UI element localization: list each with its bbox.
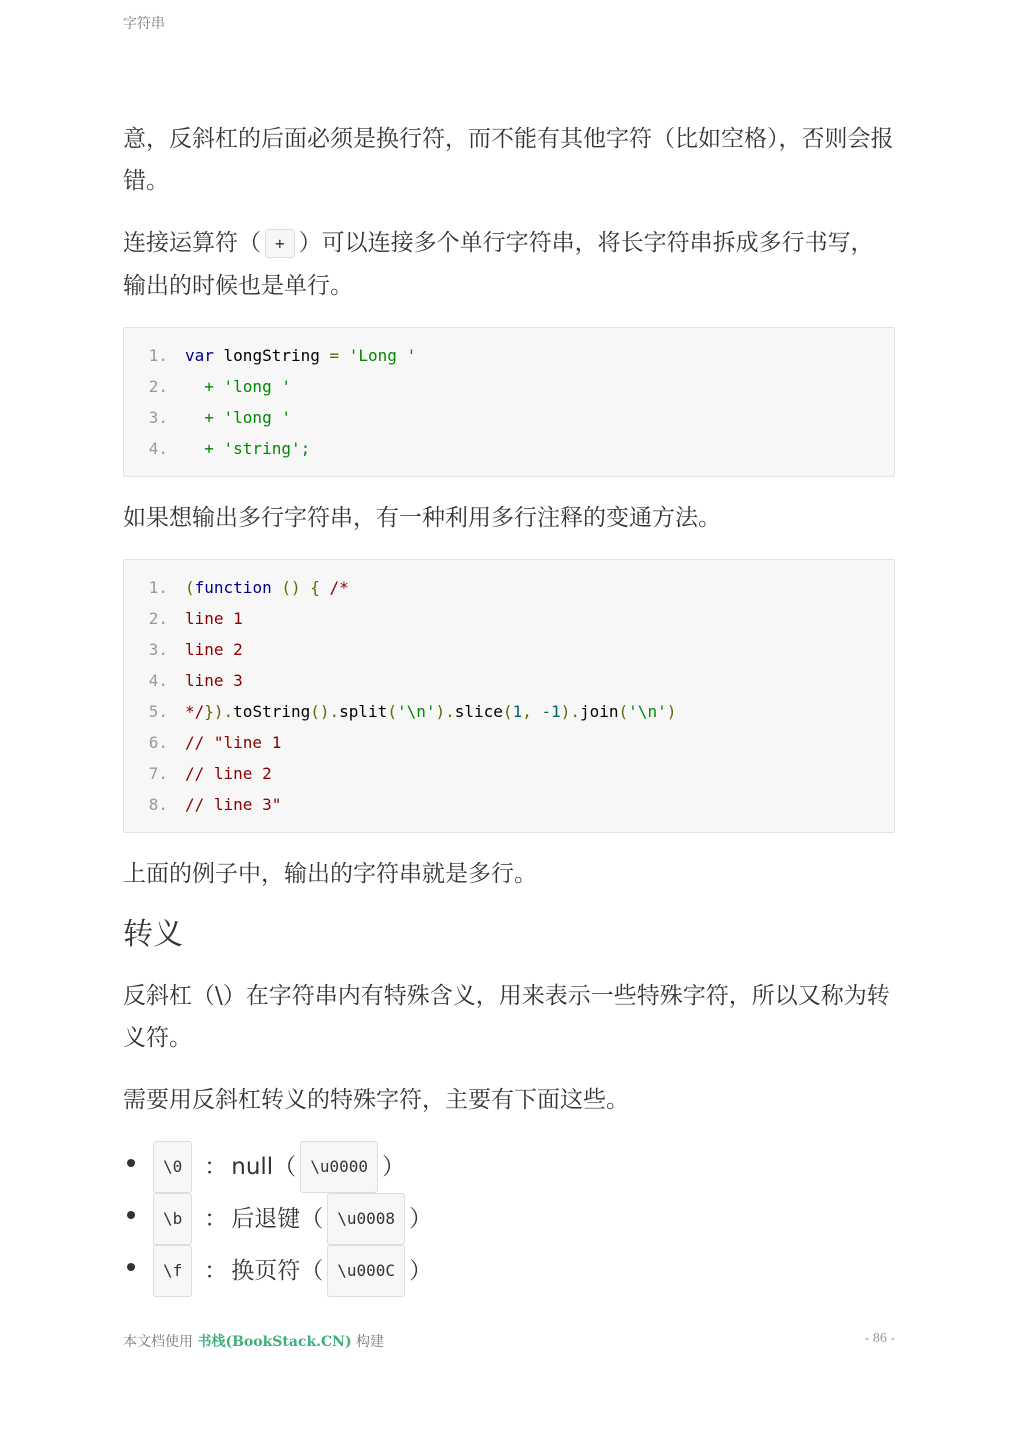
escape-description: null（ xyxy=(231,1153,297,1180)
code-line xyxy=(124,572,894,603)
code-string: + 'long ' xyxy=(185,407,291,427)
inline-code-escape: \f xyxy=(153,1245,192,1297)
code-block-multiline xyxy=(123,559,895,833)
line-number: 3. xyxy=(148,639,168,659)
code-punctuation: ( xyxy=(618,701,629,721)
code-line xyxy=(124,665,894,696)
code-string: + 'string'; xyxy=(185,438,311,458)
code-line xyxy=(124,634,894,665)
text-fragment: 连接运算符（ xyxy=(123,230,261,256)
line-number: 6. xyxy=(148,732,168,752)
code-punctuation: ( xyxy=(502,701,513,721)
article-content xyxy=(123,118,895,1297)
code-number: -1 xyxy=(541,701,561,721)
code-punctuation: ). xyxy=(435,701,455,721)
inline-code-unicode: \u0000 xyxy=(300,1141,378,1193)
code-punctuation: ( xyxy=(185,577,195,597)
list-item xyxy=(149,1141,895,1193)
inline-code-unicode: \u0008 xyxy=(327,1193,405,1245)
code-line xyxy=(124,696,894,727)
section-heading-escape: 转义 xyxy=(123,916,183,952)
line-number: 4. xyxy=(148,670,168,690)
inline-code-unicode: \u000C xyxy=(327,1245,405,1297)
inline-code-plus: + xyxy=(265,229,295,258)
page-number: - 86 - xyxy=(864,1331,895,1346)
code-method: join xyxy=(580,701,619,721)
paragraph-concat-operator xyxy=(123,222,895,307)
code-method: slice xyxy=(454,701,503,721)
line-number: 5. xyxy=(148,701,168,721)
closing-paren: ） xyxy=(409,1205,433,1232)
line-number: 1. xyxy=(148,577,168,597)
page-footer xyxy=(123,1331,384,1351)
code-punctuation: ). xyxy=(560,701,580,721)
code-identifier: longString xyxy=(213,345,330,365)
line-number: 2. xyxy=(148,608,168,628)
code-comment: line 2 xyxy=(185,639,243,659)
list-item xyxy=(149,1193,895,1245)
code-string: '\n' xyxy=(396,701,436,721)
colon: ： xyxy=(204,1153,228,1180)
code-operator: = xyxy=(329,345,340,365)
paragraph-backslash-meaning: 反斜杠（\）在字符串内有特殊含义，用来表示一些特殊字符，所以又称为转义符。 xyxy=(123,982,890,1051)
code-comment: line 1 xyxy=(185,608,243,628)
paragraph-output-result: 上面的例子中，输出的字符串就是多行。 xyxy=(123,860,537,887)
code-string: '\n' xyxy=(628,701,667,721)
code-comment: // line 3" xyxy=(185,794,282,814)
code-punctuation: , xyxy=(522,701,542,721)
footer-prefix: 本文档使用 xyxy=(123,1334,198,1350)
text-fragment: ）可以连接多个单行字符串，将长字符串拆成多行书写，输出的时候也是单行。 xyxy=(123,230,874,299)
code-line xyxy=(124,371,894,402)
code-line xyxy=(124,433,894,464)
code-string: + 'long ' xyxy=(185,376,291,396)
list-item xyxy=(149,1245,895,1297)
code-punctuation: ( xyxy=(387,701,397,721)
code-comment: /* xyxy=(329,577,349,597)
line-number: 1. xyxy=(148,345,168,365)
line-number: 2. xyxy=(148,376,168,396)
inline-code-escape: \b xyxy=(153,1193,192,1245)
code-method: split xyxy=(339,701,388,721)
closing-paren: ） xyxy=(382,1153,405,1180)
code-punctuation: () { xyxy=(271,577,330,597)
closing-paren: ） xyxy=(409,1257,433,1284)
line-number: 3. xyxy=(148,407,168,427)
code-line xyxy=(124,727,894,758)
code-number: 1 xyxy=(512,701,523,721)
page-header-title: 字符串 xyxy=(123,16,165,32)
code-comment: // "line 1 xyxy=(185,732,282,752)
paragraph-multiline-trick: 如果想输出多行字符串，有一种利用多行注释的变通方法。 xyxy=(123,504,721,531)
colon: ： xyxy=(204,1257,228,1284)
line-number: 4. xyxy=(148,438,168,458)
paragraph-escape-intro: 需要用反斜杠转义的特殊字符，主要有下面这些。 xyxy=(123,1086,629,1113)
code-comment: // line 2 xyxy=(185,763,272,783)
footer-suffix: 构建 xyxy=(351,1334,385,1350)
code-string: 'Long ' xyxy=(339,345,417,365)
code-block-concat xyxy=(123,327,895,477)
colon: ： xyxy=(204,1205,228,1232)
escape-description: 换页符（ xyxy=(231,1257,324,1284)
code-line xyxy=(124,402,894,433)
code-comment: line 3 xyxy=(185,670,243,690)
line-number: 7. xyxy=(148,763,168,783)
inline-code-escape: \0 xyxy=(153,1141,192,1193)
code-keyword: var xyxy=(185,345,214,365)
escape-description: 后退键（ xyxy=(231,1205,324,1232)
line-number: 8. xyxy=(148,794,168,814)
code-punctuation: ) xyxy=(666,701,677,721)
code-line xyxy=(124,603,894,634)
code-punctuation: (). xyxy=(310,701,340,721)
code-line xyxy=(124,789,894,820)
paragraph-backslash-note: 意，反斜杠的后面必须是换行符，而不能有其他字符（比如空格），否则会报错。 xyxy=(123,126,894,194)
code-line xyxy=(124,758,894,789)
code-comment: */ xyxy=(185,701,205,721)
footer-link-bookstack[interactable]: 书栈(BookStack.CN) xyxy=(197,1334,352,1350)
code-keyword: function xyxy=(194,577,272,597)
code-punctuation: }). xyxy=(204,701,234,721)
escape-list xyxy=(123,1141,895,1297)
code-line xyxy=(124,340,894,371)
code-method: toString xyxy=(233,701,311,721)
